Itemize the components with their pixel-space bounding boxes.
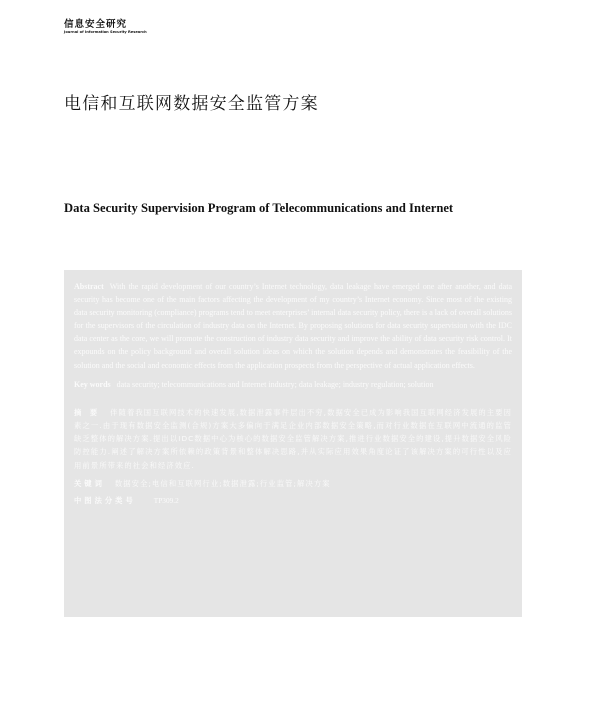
classification-value: TP309.2 [153, 495, 179, 505]
journal-name-cn: 信息安全研究 [64, 19, 128, 30]
journal-name-en: Journal of Information Security Research [64, 30, 147, 34]
classification-label: 中图法分类号 [74, 495, 136, 505]
keywords-en-text: data security; telecommunications and Internet industry; data leakage; industry regulation; solution [116, 379, 434, 389]
keywords-cn-label: 关键词 [74, 478, 105, 488]
abstract-en-text: With the rapid development of our country’s Internet technology, data leakage have emerged one after another, and data security has become one of the main factors affecting the development of my country’s Internet economy. Since most of the existing data security monitoring (compliance) programs tend to meet enterprises’ internal data security policy, there is a lack of overall solutions for the supervisors of the circulation of industry data on the Internet. By proposing solutions for data security supervision with the IDC data center as the core, we will promote the construction of industry data security and improve the ability of data security risk control. It expounds on the policy background and overall solution ideas on which the solution depends and demonstrates the feasibility of the solution and the social and economic effects from the application prospects from the perspective of actual application effects. [74, 282, 512, 370]
abstract-en [74, 280, 512, 372]
abstract-en-label: Abstract [74, 282, 104, 291]
abstract-cn-label: 摘 要 [74, 407, 101, 417]
abstract-cn [74, 406, 512, 472]
abstract-cn-text: 伴随着我国互联网技术的快速发展,数据泄露事件层出不穷,数据安全已成为影响我国互联网经济发展的主要因素之一.由于现有数据安全监测(合规)方案大多偏向于满足企业内部数据安全策略,而对行业数据在互联网中流通的监管缺乏整体的解决方案.提出以IDC数据中心为核心的数据安全监管解决方案,推进行业数据安全的建设,提升数据安全风险防控能力.阐述了解决方案所依赖的政策背景和整体解决思路,并从实际应用效果角度论证了该解决方案的可行性以及应用前景所带来的社会和经济效应. [74, 407, 512, 470]
paper-title-cn: 电信和互联网数据安全监管方案 [64, 94, 319, 114]
keywords-en [74, 378, 512, 391]
keywords-cn [74, 477, 512, 490]
abstract-box [64, 270, 522, 617]
classification-cn [74, 494, 512, 507]
keywords-cn-text: 数据安全;电信和互联网行业;数据泄露;行业监管;解决方案 [114, 478, 331, 488]
paper-title-en: Data Security Supervision Program of Telecommunications and Internet [64, 201, 454, 215]
journal-logo [64, 19, 147, 35]
keywords-en-label: Key words [74, 379, 111, 389]
